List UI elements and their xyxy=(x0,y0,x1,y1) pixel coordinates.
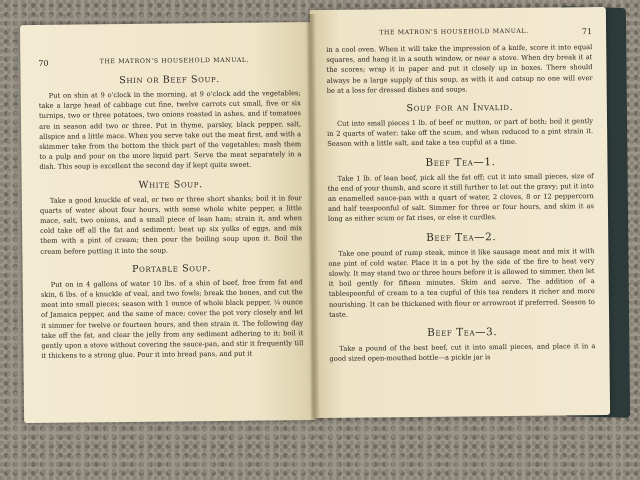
recipe-text: Put on shin at 9 o'clock in the morning, at 9 o'clock add the vegetables; take a large head of cabbage cut fine, twelve carrots cut small, five or six turnips, two or three potatoes, two onions roasted in ashes, and if tomatoes are in season add two or three. Put in thyme, parsley, black pepper, salt, allspice and a little mace. When you serve take out the meat first, and with a skimmer take from the bottom the thick part of the vegetables; mash them to a pulp and pour on the more liquid part. Serve the meat separately in a dish. This soup is excellent the second day if kept quite sweet. xyxy=(38,89,302,172)
recipe-title: Soup for an Invalid. xyxy=(406,101,514,115)
recipe-title: White Soup. xyxy=(138,178,203,191)
left-page-header xyxy=(38,56,300,68)
recipe-title: Beef Tea—1. xyxy=(425,155,496,169)
recipe-text: Put on in 4 gallons of water 10 lbs. of a shin of beef, free from fat and skin, 6 lbs. of a knuckle of veal, and two fowls; break the bones, and cut the meat into small pieces; season with 1 ounce of whole black pepper, ¼ ounce of Jamaica pepper, and the same of mace; cover the pot very closely and let it simmer for twelve or fourteen hours, and then strain it. The following day take off the fat, and clear the jelly from any sediment adhering to it; boil it gently upon a stove without covering the sauce-pan, and stir it frequently till it thickens to a strong glue. Pour it into bread pans, and put it xyxy=(40,278,304,361)
recipe-text: Cut into small pieces 1 lb. of beef or mutton, or part of both; boil it gently in 2 quarts of water; take off the scum, and when reduced to a pint strain it. Season with a little salt, and take a tea cupful at a time. xyxy=(327,117,594,149)
left-running-head: THE MATRON'S HOUSEHOLD MANUAL. xyxy=(99,56,250,66)
right-running-head: THE MATRON'S HOUSEHOLD MANUAL. xyxy=(379,27,529,37)
recipe-title: Beef Tea—2. xyxy=(426,230,497,244)
recipe-text: Take 1 lb. of lean beef, pick all the fat off; cut it into small pieces, size of the end of your thumb, and score it still further to let out the gravy; put it into an enamelled sauce-pan with a quart of water, 2 cloves, 8 or 12 peppercorn and half teaspoonful of salt. Simmer for three or four hours, and skim it as long as either scum or fat rises, or else it curdles. xyxy=(327,171,594,224)
open-book xyxy=(12,5,624,425)
recipe-title: Shin or Beef Soup. xyxy=(119,74,220,87)
recipe-text: Take one pound of rump steak, mince it like sausage meat and mix it with one pint of cold water. Place it in a pot by the side of the fire to heat very slowly. It may stand two or three hours before it is allowed to simmer, then let it boil gently for fifteen minutes. Skim and serve. The addition of a tablespoonful of cream to a tea cupful of this tea renders it richer and more nourishing. It can be thickened with flour or arrowroot if preferred. Season to taste. xyxy=(328,246,595,319)
right-page-header xyxy=(326,27,592,39)
recipe-text: Take a pound of the best beef, cut it into small pieces, and place it in a good sized open-mouthed bottle—a pickle jar is xyxy=(329,342,596,364)
right-page xyxy=(310,7,610,418)
recipe-title: Beef Tea—3. xyxy=(427,326,498,339)
left-page xyxy=(20,22,316,423)
recipe-title: Portable Soup. xyxy=(131,262,212,275)
continued-text: in a cool oven. When it will take the impression of a knife, score it into equal squares, and hang it in a south window, or near a stove. When dry break it at the scores; wrap it in paper and put it closely up in boxes. There should always be a large supply of this soup, as with it and catsup no one will ever be at a loss for dressed dishes and soups. xyxy=(326,43,593,95)
left-page-number: 70 xyxy=(38,58,49,68)
recipe-text: Take a good knuckle of veal, or two or three short shanks; boil it in four quarts of water about four hours, with some whole white pepper, a little mace, salt, two onions, and a small piece of lean ham; strain it, and when cold take off all the fat and sediment; beat up six yolks of eggs, and mix them with a pint of cream; then pour the boiling soup upon it. Boil the cream before putting it into the soup. xyxy=(39,193,303,256)
right-page-number: 71 xyxy=(581,27,593,37)
